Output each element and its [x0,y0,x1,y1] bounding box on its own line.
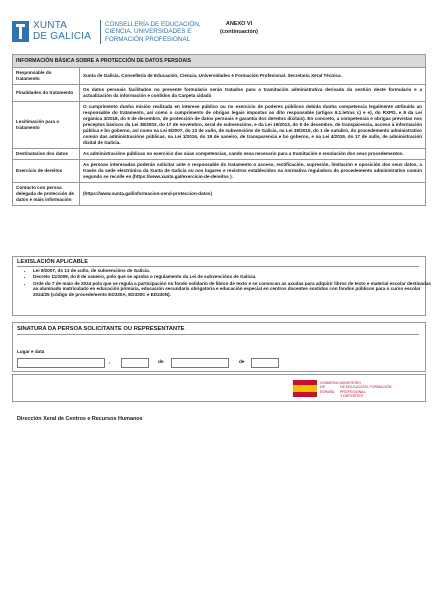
legislation-list [21,268,431,298]
annex-subtitle: (continuación) [220,28,258,35]
signature-divider [17,334,419,335]
place-date-label: Lugar e data [17,349,45,354]
gov-line-1: GOBIERNO [320,381,340,385]
directorate-name: Dirección Xeral de Centros e Recursos Humanos [17,416,143,422]
xunta-logo-icon [12,21,29,42]
row-label: Finalidades do tratamento [13,85,80,102]
annex-heading [214,21,264,36]
table-row [13,68,426,85]
day-input[interactable] [121,358,149,368]
department-line-3: FORMACIÓN PROFESIONAL [105,35,191,43]
row-label: Responsable do tratamento [13,68,80,85]
row-label: Destinatarios dos datos [13,149,80,160]
row-value: As persoas interesadas poderán solicitar ante o responsable do tratamento o acceso, rectificación, supresión, limitación e oposición dos seus datos, a través da sede electrónica da Xunta de Galicia ou nos lugares e rexistros establecidos na normativa reguladora do procedemento administrativo común segundo se recolle en (https://www.xunta.gal/exercicio-de-dereitos ). [80,160,426,183]
row-value: (https://www.xunta.gal/informacion-xeral-proteccion-datos) [80,183,426,206]
month-input[interactable] [171,358,229,368]
ministry-line-2: DE EDUCACIÓN, FORMACIÓN PROFESIONAL [340,385,392,394]
data-protection-table [12,54,426,206]
row-value: Os datos persoais facilitados no presente formulario serán tratados para a tramitación administrativa derivada da xestión deste formulario e a actualización da información e contidos da Carpeta cidadá [80,85,426,102]
spain-coat-of-arms-icon [293,380,317,397]
de-separator-2: de [239,360,245,365]
legislation-title: LEXISLACIÓN APLICABLE [17,259,88,265]
table-row [13,160,426,183]
row-value: As administracións públicas no exercicio das súas competencias, cando sexa necesario para a tramitación e resolución dos seus procedementos. [80,149,426,160]
list-item: • Lei 9/2007, do 13 de xuño, de subvencións de Galicia. [33,268,431,274]
department-line-1: CONSELLERÍA DE EDUCACIÓN, [105,21,201,28]
list-item: • Decreto 11/2009, do 8 de xaneiro, polo que se aproba o regulamento da Lei de subvencións de Galicia. [33,274,431,280]
legislation-divider [17,266,419,267]
table-title: INFORMACIÓN BÁSICA SOBRE A PROTECCIÓN DE DATOS PERSOAIS [13,55,426,68]
de-separator-1: de [158,360,164,365]
gov-line-2: DE ESPAÑA [320,385,335,394]
department-name [105,21,227,43]
row-label: Exercicio de dereitos [13,160,80,183]
table-row [13,149,426,160]
row-value: Xunta de Galicia. Consellería de Educación, Ciencia, Universidades e Formación Profesional. Secretaría Xeral Técnica. [80,68,426,85]
annex-title: ANEXO VI [225,21,253,27]
brand-line-1: XUNTA [33,20,68,31]
row-value: O cumprimento dunha misión realizada en interese público ou no exercicio de poderes públicos debida dunha competencia legalmente atribuída ao responsable do tratamento, así como o cumprimento de obrigas legais impostas ao dito responsable (artigos 6.1.letras c) e e), do RXPD, e 8 da Lei orgánica 3/2018, do 5 de decembro, de protección de datos persoais e garantía dos dereitos dixitais). En concreto, a competencia e obrigas previstas nos preceptos básicos da Lei 38/2003, do 17 de novembro, xeral de subvencións, e da Lei 19/2013, do 9 de decembro, de transparencia, acceso á información pública e bo goberno, así como na Lei 9/2007, do 13 de xuño, de subvencións de Galicia, na Lei 39/2015, do 1 de outubro, do procedemento administrativo común das administracións públicas, na Lei 1/2016, do 18 de xaneiro, de transparencia e bo goberno, e na Lei 4/2019, do 17 de xullo, de administración dixital de Galicia. [80,102,426,149]
signature-title: SINATURA DA PERSOA SOLICITANTE OU REPRESENTANTE [17,326,185,332]
table-row [13,102,426,149]
government-label [320,381,338,394]
xunta-brand [33,20,103,42]
legislation-section [12,256,431,316]
year-input[interactable] [251,358,279,368]
row-label: Contacto con persoa delegada de protección de datos e máis información [13,183,80,206]
brand-line-2: DE GALICIA [33,31,92,42]
place-input[interactable] [17,358,105,368]
ministry-line-1: MINISTERIO [340,381,361,385]
table-row [13,183,426,206]
department-line-2: CIENCIA, UNIVERSIDADES E [105,28,192,36]
ministry-label [340,381,410,399]
table-row [13,85,426,102]
comma-separator: , [109,360,111,365]
header-divider [100,20,101,44]
list-item: • Orde do 7 de maio de 2024 pola que se regula a participación no fondo solidario de libros de texto e se convocan as axudas para adquirir libros de texto e material escolar destinadas ao alumnado matriculado en educación primaria, educación secundaria obrigatoria e educación especial en centros docentes sostidos con fondos públicos para o curso escolar 2024/25 (código de procedemento ED330A, ED330C e ED330N). [33,281,431,298]
row-label: Lexitimación para o tratamento [13,102,80,149]
signature-section [12,322,426,372]
ministry-line-3: Y DEPORTES [340,394,364,399]
